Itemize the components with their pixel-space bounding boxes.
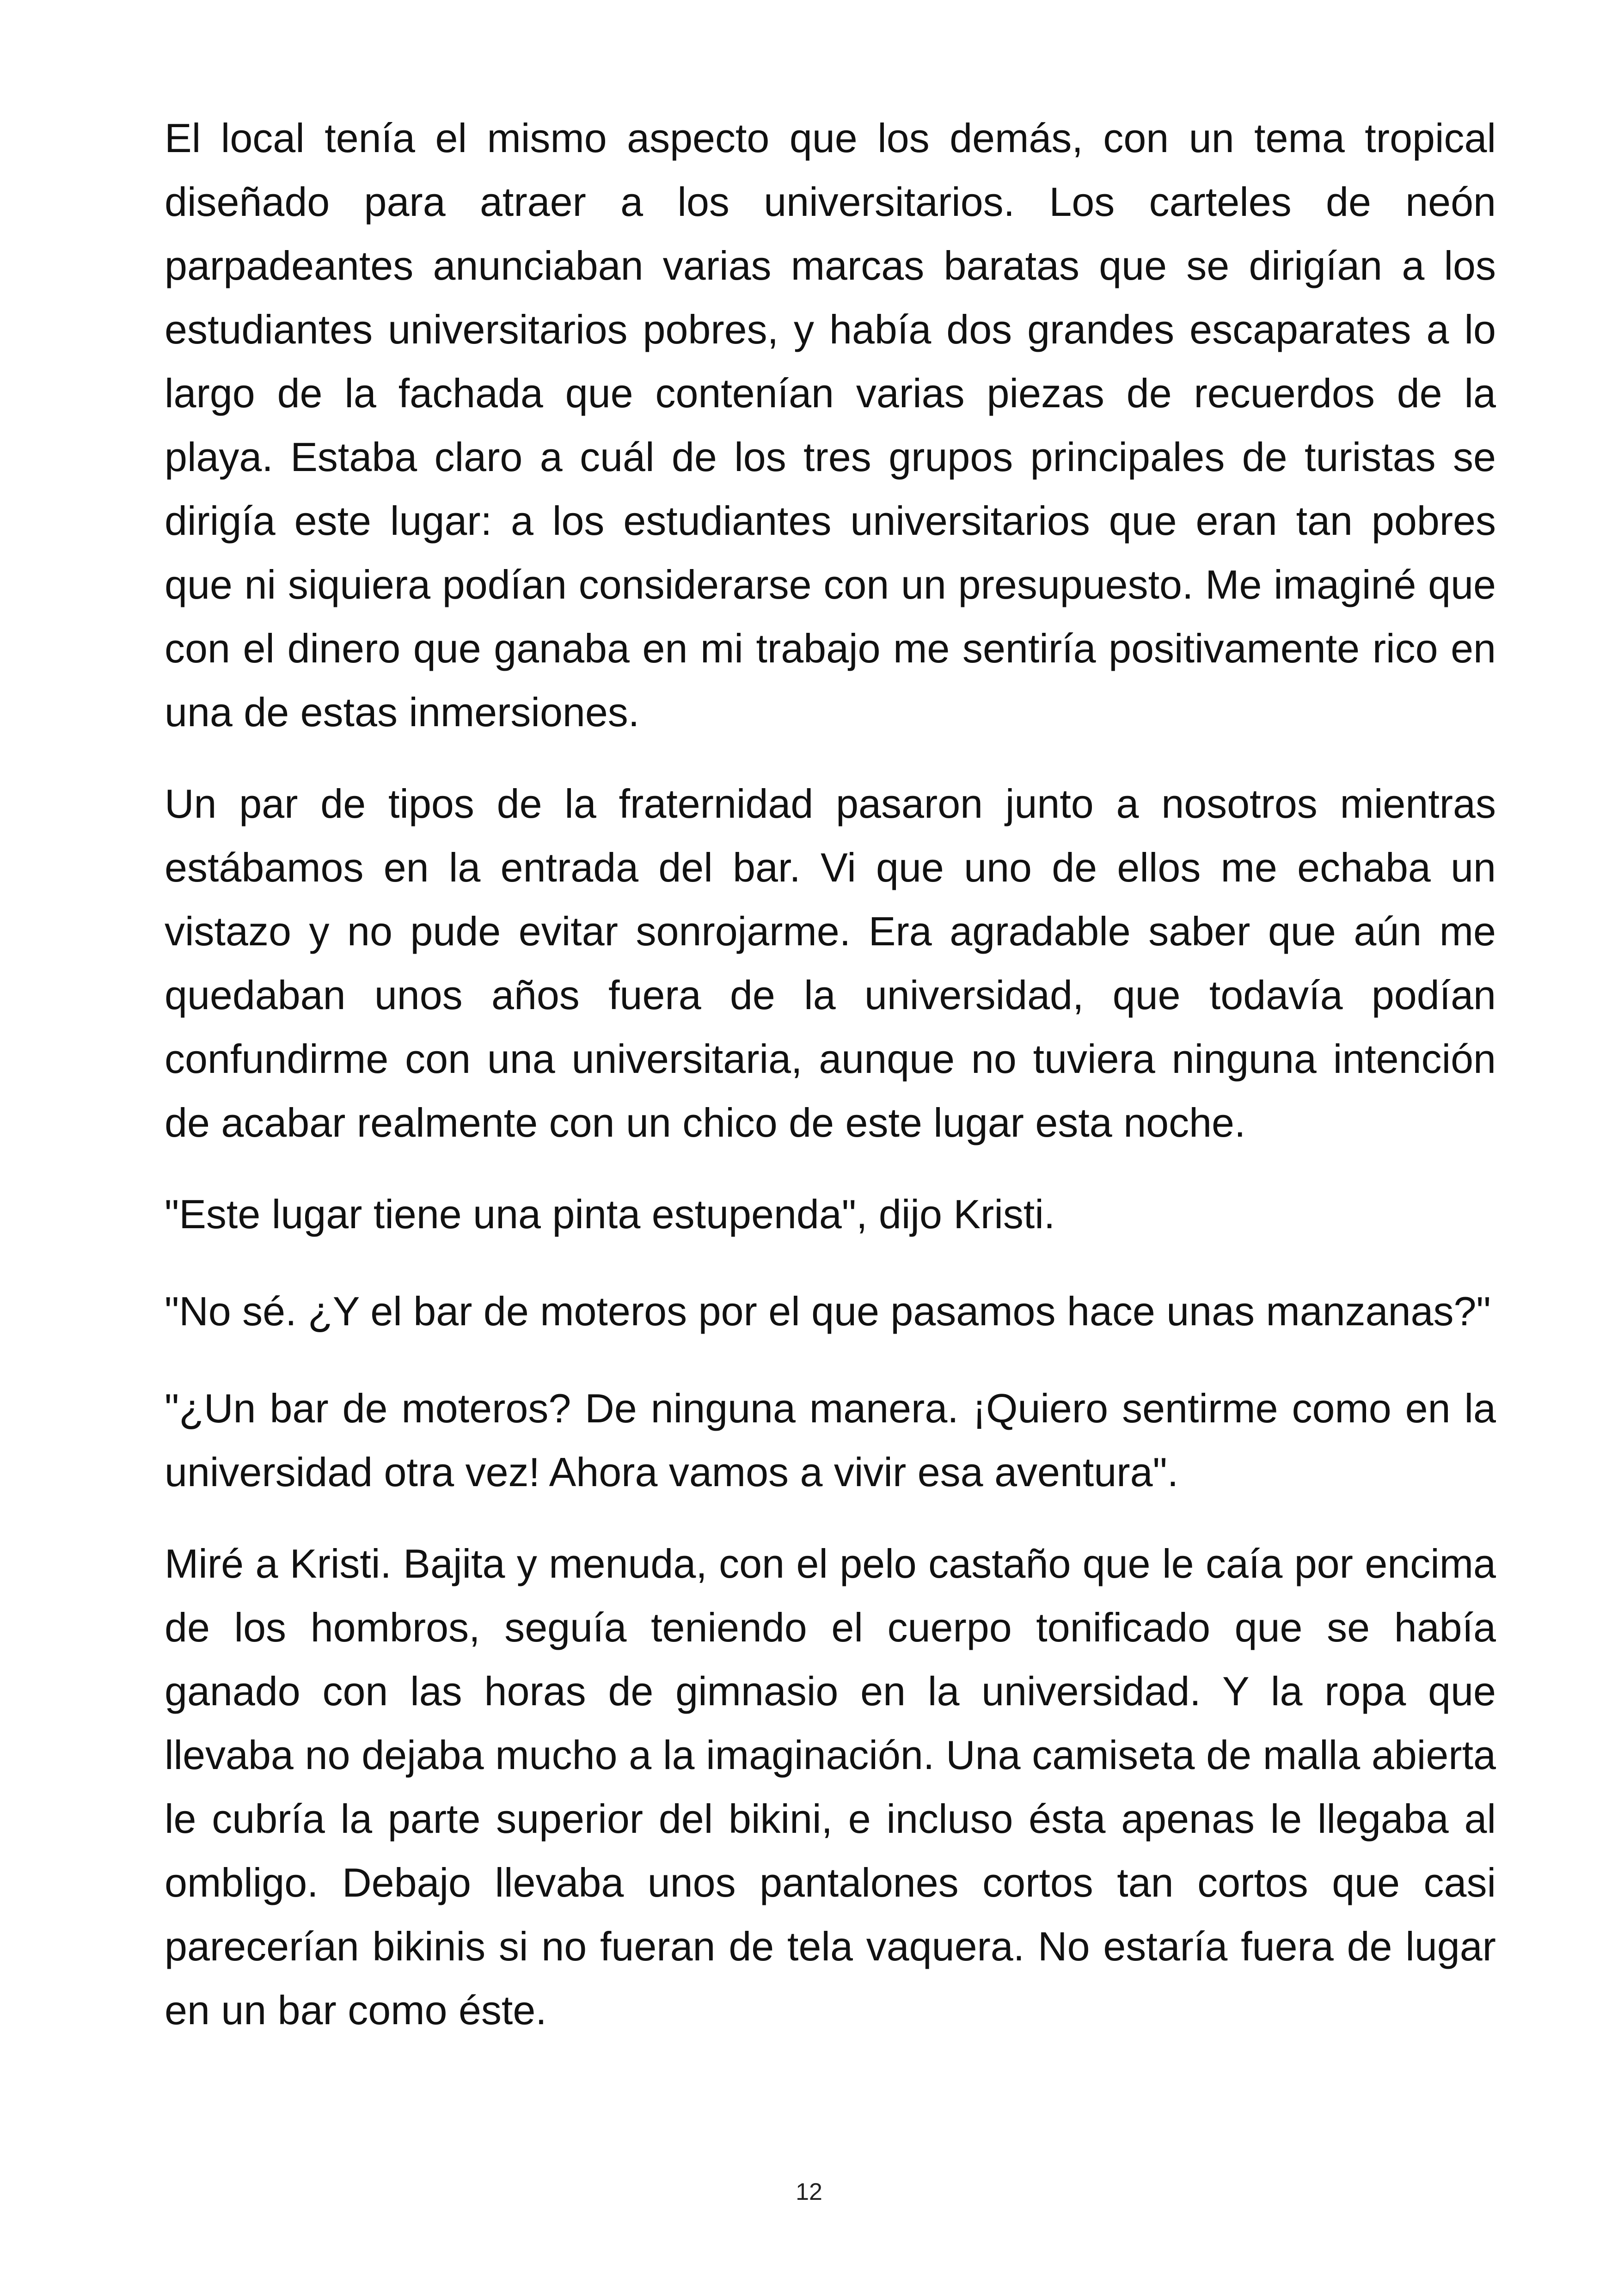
paragraph-fraternity-guys: Un par de tipos de la fraternidad pasaron junto a nosotros mientras estábamos en la entrada del bar. Vi que uno de ellos me echaba un vistazo y no pude evitar sonrojarme. Era agradable saber que aún me quedaban unos años fuera de la universidad, que todavía podían confundirme con una universitaria, aunque no tuviera ninguna intención de acabar realmente con un chico de este lugar esta noche. xyxy=(165,781,1496,1145)
paragraph-dialogue-kristi: "Este lugar tiene una pinta estupenda", dijo Kristi. xyxy=(165,1191,1055,1237)
page-number: 12 xyxy=(796,2179,822,2205)
paragraph-kristi-description: Miré a Kristi. Bajita y menuda, con el pelo castaño que le caía por encima de los hombros, seguía teniendo el cuerpo tonificado que se había ganado con las horas de gimnasio en la universidad. Y la ropa que llevaba no dejaba mucho a la imaginación. Una camiseta de malla abierta le cubría la parte superior del bikini, e incluso ésta apenas le llegaba al ombligo. Debajo llevaba unos pantalones cortos tan cortos que casi parecerían bikinis si no fueran de tela vaquera. No estaría fuera de lugar en un bar como éste. xyxy=(165,1541,1496,2033)
body-text xyxy=(165,106,1496,2070)
paragraph-bar-description: El local tenía el mismo aspecto que los demás, con un tema tropical diseñado para atraer a los universitarios. Los carteles de neón parpadeantes anunciaban varias marcas baratas que se dirigían a los estudiantes universitarios pobres, y había dos grandes escaparates a lo largo de la fachada que contenían varias piezas de recuerdos de la playa. Estaba claro a cuál de los tres grupos principales de turistas se dirigía este lugar: a los estudiantes universitarios que eran tan pobres que ni siquiera podían considerarse con un presupuesto. Me imaginé que con el dinero que ganaba en mi trabajo me sentiría positivamente rico en una de estas inmersiones. xyxy=(165,115,1496,735)
paragraph-dialogue-university: "¿Un bar de moteros? De ninguna manera. ¡Quiero sentirme como en la universidad otra vez! Ahora vamos a vivir esa aventura". xyxy=(165,1385,1496,1495)
paragraph-dialogue-biker-bar: "No sé. ¿Y el bar de moteros por el que pasamos hace unas manzanas?" xyxy=(165,1288,1491,1334)
